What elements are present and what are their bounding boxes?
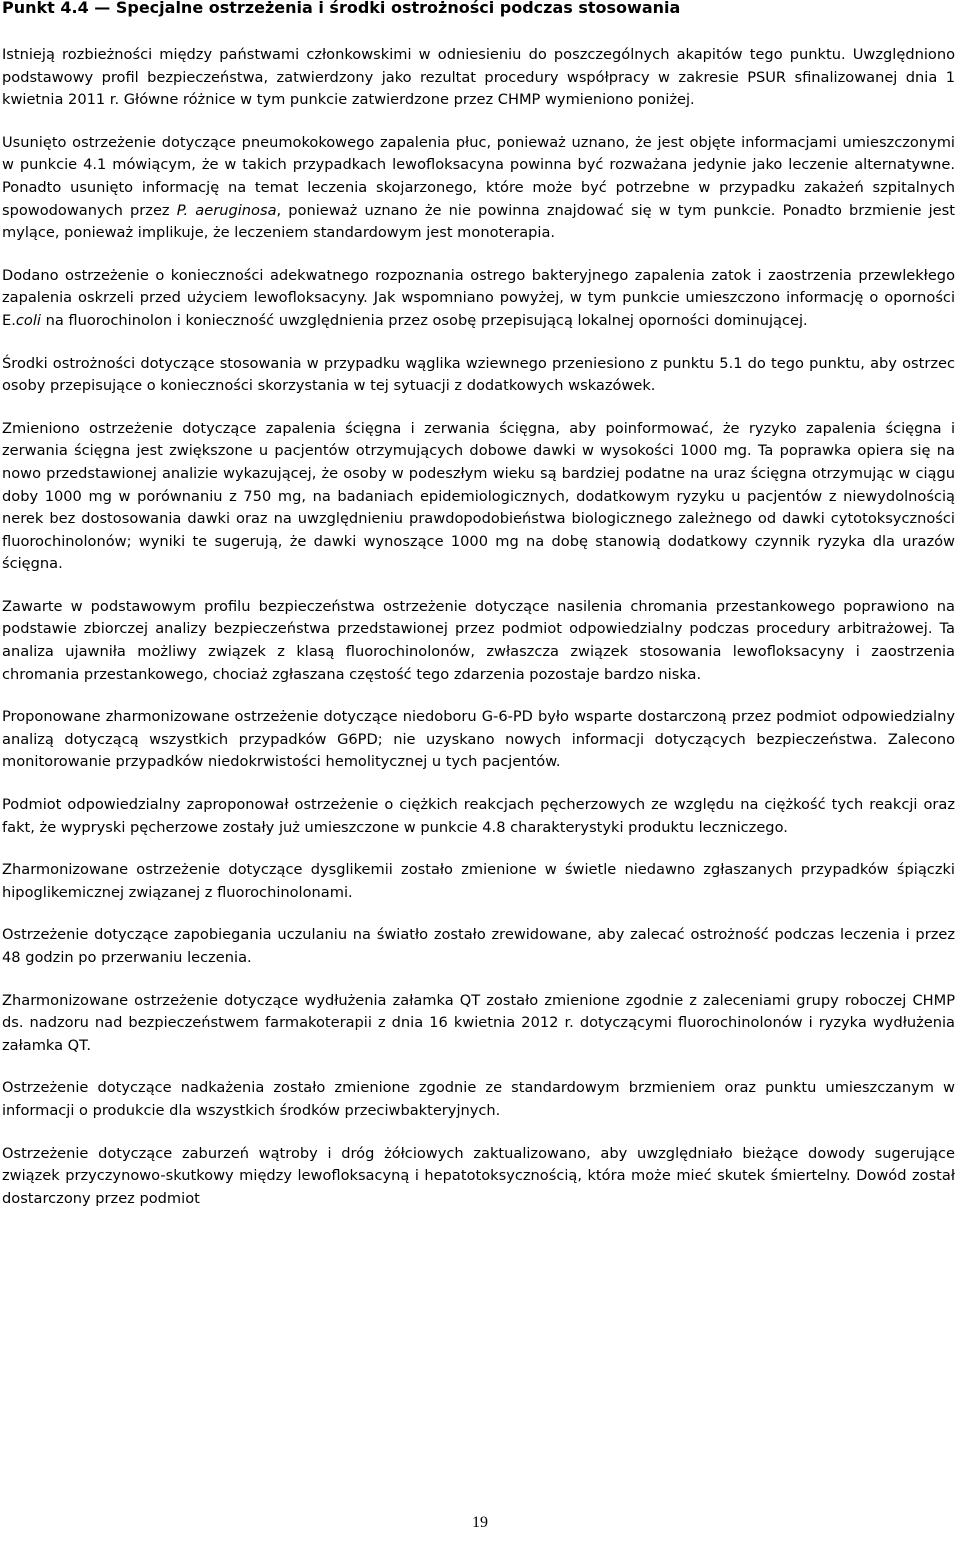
paragraph-hepatobiliary: Ostrzeżenie dotyczące zaburzeń wątroby i dróg żółciowych zaktualizowano, aby uwzględniało bieżące dowody sugerujące związek przyczynowo-skutkowy między lewofloksacyną i hepatotoksycznością, która może mieć skutek śmiertelny. Dowód został dostarczony przez podmiot <box>2 1144 955 1207</box>
paragraph-bullous-reactions: Podmiot odpowiedzialny zaproponował ostrzeżenie o ciężkich reakcjach pęcherzowych ze względu na ciężkość tych reakcji oraz fakt, że wypryski pęcherzowe zostały już umieszczone w punkcie 4.8 charakterystyki produktu leczniczego. <box>2 796 955 836</box>
paragraph-text: Dodano ostrzeżenie o konieczności adekwatnego rozpoznania ostrego bakteryjnego zapalenia zatok i zaostrzenia przewlekłego zapalenia oskrzeli przed użyciem lewofloksacyny. Jak wspomniano powyżej, w tym punkcie umieszczono informację o oporności E. <box>2 266 955 329</box>
paragraph-text: na fluorochinolon i konieczność uwzględnienia przez osobę przepisującą lokalnej oporności dominującej. <box>40 311 808 329</box>
paragraph-qt-prolongation: Zharmonizowane ostrzeżenie dotyczące wydłużenia załamka QT zostało zmienione zgodnie z zaleceniami grupy roboczej CHMP ds. nadzoru nad bezpieczeństwem farmakoterapii z dnia 16 kwietnia 2012 r. dotyczącymi fluorochinolonów i ryzyka wydłużenia załamka QT. <box>2 991 955 1054</box>
paragraph-anthrax-precautions: Środki ostrożności dotyczące stosowania w przypadku wąglika wziewnego przeniesiono z punktu 5.1 do tego punktu, aby ostrzec osoby przepisujące o konieczności skorzystania w tej sytuacji z dodatkowych wskazówek. <box>2 354 955 395</box>
paragraph-tendon-warning: Zmieniono ostrzeżenie dotyczące zapalenia ścięgna i zerwania ścięgna, aby poinformować, że ryzyko zapalenia ścięgna i zerwania ścięgna jest zwiększone u pacjentów otrzymujących dobowe dawki w wysokości 1000 mg. Ta poprawka opiera się na nowo przedstawionej analizie wykazującej, że osoby w podeszłym wieku są bardziej podatne na uraz ścięgna otrzymując w ciągu doby 1000 mg w porównaniu z 750 mg, na badaniach epidemiologicznych, dodatkowym ryzyku u pacjentów z niewydolnością nerek bez dostosowania dawki oraz na uwzględnieniu prawdopodobieństwa biologicznego zależnego od dawki cytotoksyczności fluorochinolonów; wyniki te sugerują, że dawki wynoszące 1000 mg na dobę stanowią dodatkowy czynnik ryzyka dla urazów ścięgna. <box>2 419 955 573</box>
paragraph-g6pd-warning: Proponowane zharmonizowane ostrzeżenie dotyczące niedoboru G-6-PD było wsparte dostarczoną przez podmiot odpowiedzialny analizą dotyczącą wszystkich przypadków G6PD; nie uzyskano nowych informacji dotyczących bezpieczeństwa. Zalecono monitorowanie przypadków niedokrwistości hemolitycznej u tych pacjentów. <box>2 708 955 771</box>
paragraph-text: Usunięto ostrzeżenie dotyczące pneumokokowego zapalenia płuc, ponieważ uznano, że jest objęte informacjami umieszczonymi w punkcie 4.1 mówiącym, że w takich przypadkach lewofloksacyna powinna być rozważana jedynie jako leczenie alternatywne. Ponadto usunięto informację na temat leczenia skojarzonego, które może być potrzebne w przypadku zakażeń szpitalnych spowodowanych przez <box>2 133 955 219</box>
paragraph-claudication-warning: Zawarte w podstawowym profilu bezpieczeństwa ostrzeżenie dotyczące nasilenia chromania przestankowego poprawiono na podstawie zbiorczej analizy bezpieczeństwa przedstawionej przez podmiot odpowiedzialny podczas procedury arbitrażowej. Ta analiza ujawniła możliwy związek z klasą fluorochinolonów, zwłaszcza związek stosowania lewofloksacyny i zaostrzenia chromania przestankowego, chociaż zgłaszana częstość tego zdarzenia pozostaje bardzo niska. <box>2 597 955 683</box>
section-heading: Punkt 4.4 — Specjalne ostrzeżenia i środki ostrożności podczas stosowania <box>2 0 681 17</box>
paragraph-photosensitization: Ostrzeżenie dotyczące zapobiegania uczulaniu na światło zostało zrewidowane, aby zalecać ostrożność podczas leczenia i przez 48 godzin po przerwaniu leczenia. <box>2 926 955 966</box>
paragraph-sinusitis-warning <box>2 265 955 333</box>
page-number: 19 <box>472 1514 488 1531</box>
paragraph-italic-text: P. aeruginosa <box>176 201 277 219</box>
paragraph-dysglycemia-warning: Zharmonizowane ostrzeżenie dotyczące dysglikemii zostało zmienione w świetle niedawno zgłaszanych przypadków śpiączki hipoglikemicznej związanej z fluorochinolonami. <box>2 861 955 901</box>
paragraph-psur-differences: Istnieją rozbieżności między państwami członkowskimi w odniesieniu do poszczególnych akapitów tego punktu. Uwzględniono podstawowy profil bezpieczeństwa, zatwierdzony jako rezultat procedury współpracy w zakresie PSUR sfinalizowanej dnia 1 kwietnia 2011 r. Główne różnice w tym punkcie zatwierdzone przez CHMP wymieniono poniżej. <box>2 46 955 109</box>
paragraph-pneumococcal-warning <box>2 132 955 245</box>
paragraph-superinfection: Ostrzeżenie dotyczące nadkażenia zostało zmienione zgodnie ze standardowym brzmieniem oraz punktu umieszczanym w informacji o produkcie dla wszystkich środków przeciwbakteryjnych. <box>2 1079 955 1119</box>
paragraph-text: , ponieważ uznano że nie powinna znajdować się w tym punkcie. Ponadto brzmienie jest mylące, ponieważ implikuje, że leczeniem standardowym jest monoterapia. <box>2 201 955 242</box>
paragraph-italic-text: coli <box>15 311 41 329</box>
